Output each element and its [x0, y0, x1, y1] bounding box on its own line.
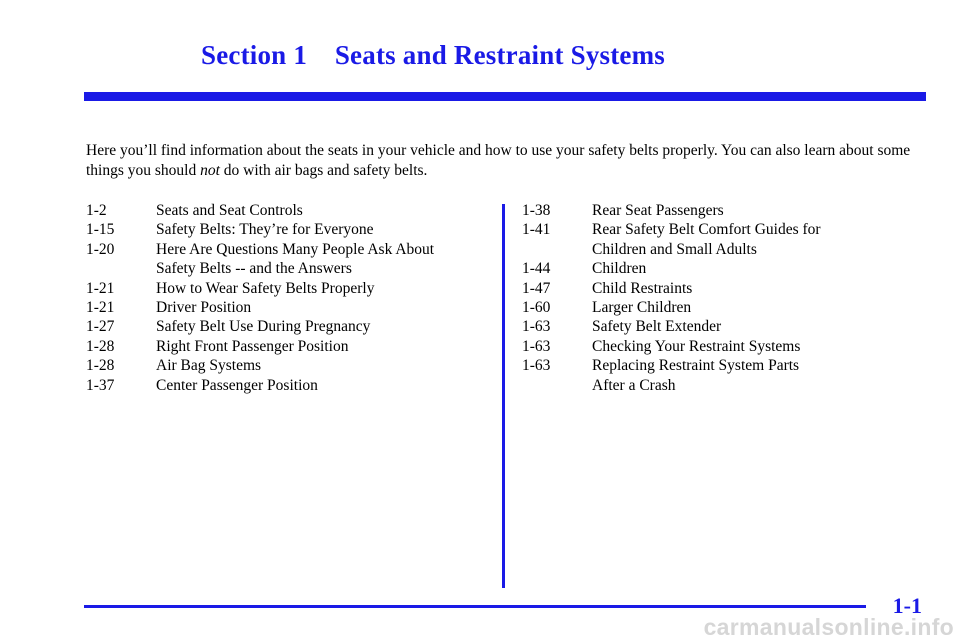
toc-page-number: 1-60 [522, 299, 551, 317]
toc-topic-line: Air Bag Systems [156, 357, 262, 375]
toc-entry[interactable] [86, 337, 496, 356]
toc-page-number: 1-63 [522, 357, 551, 375]
toc-page-number: 1-44 [522, 260, 551, 278]
column-divider [502, 204, 505, 588]
toc-topic-line: Center Passenger Position [156, 376, 318, 394]
toc-entry[interactable] [522, 356, 922, 395]
toc-entry[interactable] [86, 317, 496, 336]
toc-topic [592, 201, 922, 220]
toc-page-number: 1-27 [86, 318, 115, 336]
toc-page-number: 1-15 [86, 221, 115, 239]
toc-page-number: 1-63 [522, 337, 551, 355]
toc-page-number: 1-47 [522, 279, 551, 297]
toc-right-column [522, 201, 922, 395]
toc-topic [156, 317, 496, 336]
toc-entry[interactable] [522, 201, 922, 220]
toc-page-number: 1-63 [522, 318, 551, 336]
section-title: Section 1 Seats and Restraint Systems [201, 40, 665, 70]
title-rule [84, 92, 926, 101]
toc-topic [156, 376, 496, 395]
toc-entry[interactable] [522, 220, 922, 259]
toc-topic [592, 337, 922, 356]
toc-page-number: 1-28 [86, 357, 115, 375]
toc-page-number: 1-28 [86, 337, 115, 355]
toc-entry[interactable] [86, 356, 496, 375]
toc-topic-line: Rear Safety Belt Comfort Guides for [592, 221, 821, 239]
toc-entry[interactable] [86, 201, 496, 220]
toc-topic-line: Children and Small Adults [592, 240, 757, 258]
intro-paragraph [86, 141, 916, 181]
toc-topic-line: Seats and Seat Controls [156, 202, 303, 219]
toc-topic-line: Safety Belts -- and the Answers [156, 260, 352, 278]
toc-entry[interactable] [522, 337, 922, 356]
page-number: 1-1 [892, 593, 922, 618]
toc-entry[interactable] [86, 279, 496, 298]
toc-topic-line: How to Wear Safety Belts Properly [156, 279, 375, 297]
toc-topic [592, 220, 922, 259]
toc-topic [156, 356, 496, 375]
toc-entry[interactable] [86, 220, 496, 239]
toc-left-column [86, 201, 496, 395]
toc-topic [156, 220, 496, 239]
toc-topic [156, 240, 496, 279]
toc-topic-line: Replacing Restraint System Parts [592, 357, 800, 375]
intro-text-1: Here you’ll find information about the seats in your vehicle and how to use your safety belts properly. You can also learn about some things you should [86, 142, 911, 179]
toc-topic-line: Child Restraints [592, 279, 693, 297]
toc-entry[interactable] [522, 279, 922, 298]
toc-entry[interactable] [86, 298, 496, 317]
toc-page-number: 1-21 [86, 299, 115, 317]
toc-topic-line: Rear Seat Passengers [592, 202, 724, 219]
toc-page-number: 1-21 [86, 279, 115, 297]
toc-page-number: 1-20 [86, 240, 115, 258]
toc-topic-line: Checking Your Restraint Systems [592, 337, 801, 355]
toc-entry[interactable] [86, 240, 496, 279]
toc-entry[interactable] [86, 376, 496, 395]
toc-topic-line: Children [592, 260, 647, 278]
toc-topic [592, 356, 922, 395]
watermark: carmanualsonline.info [703, 614, 954, 640]
toc-topic [156, 298, 496, 317]
toc-topic-line: Safety Belt Extender [592, 318, 722, 336]
toc-topic-line: Larger Children [592, 299, 692, 317]
toc-topic-line: After a Crash [592, 376, 676, 394]
toc-entry[interactable] [522, 317, 922, 336]
toc-page-number: 1-38 [522, 202, 551, 219]
toc-page-number: 1-2 [86, 202, 107, 219]
toc-topic [156, 337, 496, 356]
toc-topic [156, 201, 496, 220]
toc-topic-line: Safety Belts: They’re for Everyone [156, 221, 374, 239]
toc-topic-line: Safety Belt Use During Pregnancy [156, 318, 371, 336]
toc-page-number: 1-37 [86, 376, 115, 394]
toc-entry[interactable] [522, 259, 922, 278]
toc-topic [592, 259, 922, 278]
toc-topic [156, 279, 496, 298]
toc-topic-line: Right Front Passenger Position [156, 337, 349, 355]
toc-page-number: 1-41 [522, 221, 551, 239]
toc-topic [592, 298, 922, 317]
toc-topic-line: Here Are Questions Many People Ask About [156, 240, 435, 258]
footer-rule [84, 605, 866, 608]
toc-topic [592, 317, 922, 336]
toc-topic-line: Driver Position [156, 299, 252, 317]
toc-entry[interactable] [522, 298, 922, 317]
toc-topic [592, 279, 922, 298]
intro-emphasis: not [200, 162, 220, 179]
intro-text-2: do with air bags and safety belts. [219, 162, 428, 179]
